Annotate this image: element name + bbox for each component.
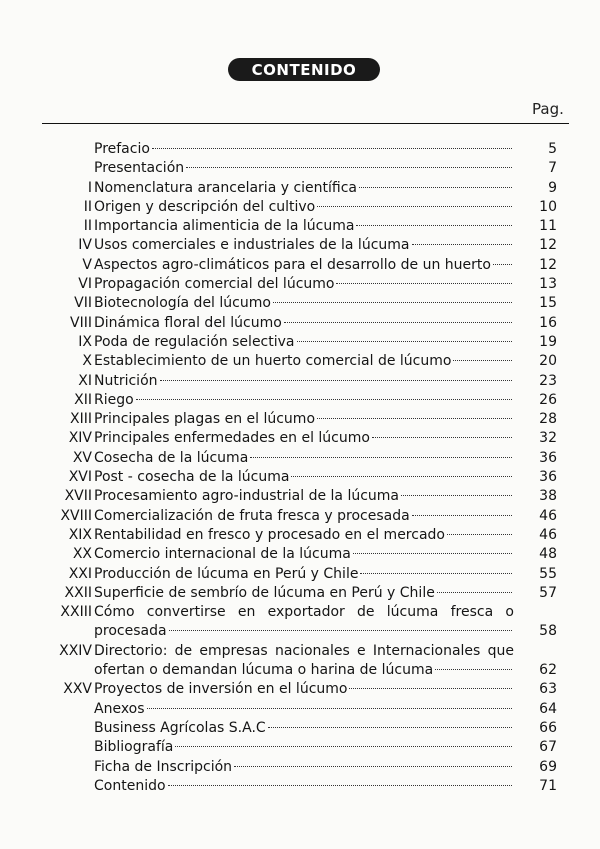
toc-entry bbox=[0, 410, 600, 429]
chapter-number: XIV bbox=[68, 430, 92, 447]
entry-title: Biotecnología del lúcumo bbox=[94, 295, 271, 312]
entry-title-word: de bbox=[357, 604, 375, 621]
entry-title: Cosecha de la lúcuma bbox=[94, 449, 249, 466]
dot-leader bbox=[372, 437, 512, 438]
dot-leader bbox=[353, 553, 512, 554]
toc-entry bbox=[0, 391, 600, 410]
chapter-number: XVI bbox=[68, 469, 92, 486]
toc-entry bbox=[0, 584, 600, 603]
toc-entry bbox=[0, 565, 600, 584]
chapter-number: I bbox=[87, 179, 92, 196]
toc-entry bbox=[0, 372, 600, 391]
chapter-number: XXI bbox=[68, 565, 92, 582]
entry-title: Contenido bbox=[94, 777, 166, 794]
dot-leader bbox=[175, 746, 512, 747]
page-number: 28 bbox=[539, 411, 557, 428]
chapter-number: II bbox=[83, 198, 92, 215]
entry-title-word: que bbox=[487, 642, 514, 659]
dot-leader bbox=[250, 457, 512, 458]
toc-entry bbox=[0, 256, 600, 275]
header-rule bbox=[42, 123, 569, 124]
entry-title: Post - cosecha de la lúcuma bbox=[94, 469, 290, 486]
page-number: 38 bbox=[539, 488, 557, 505]
entry-title-line1 bbox=[94, 603, 514, 622]
page-number: 58 bbox=[539, 623, 557, 640]
page-number: 64 bbox=[539, 700, 557, 717]
entry-title-continued: ofertan o demandan lúcuma o harina de lúcuma bbox=[94, 662, 434, 679]
entry-title: Anexos bbox=[94, 700, 145, 717]
entry-title: Business Agrícolas S.A.C bbox=[94, 719, 266, 736]
toc-entry bbox=[0, 526, 600, 545]
toc-entry bbox=[0, 719, 600, 738]
entry-title: Riego bbox=[94, 391, 134, 408]
page-number: 5 bbox=[548, 141, 557, 157]
entry-title: Establecimiento de un huerto comercial de lúcumo bbox=[94, 353, 452, 370]
entry-title: Poda de regulación selectiva bbox=[94, 333, 295, 350]
page-number: 32 bbox=[539, 430, 557, 447]
toc-entry bbox=[0, 642, 600, 681]
page-number: 10 bbox=[539, 198, 557, 215]
chapter-number: VI bbox=[78, 276, 92, 293]
entry-title-word: Directorio: bbox=[94, 642, 168, 659]
page-number: 12 bbox=[539, 256, 557, 273]
page-number: 62 bbox=[539, 662, 557, 679]
page-number: 66 bbox=[539, 719, 557, 736]
dot-leader bbox=[168, 785, 512, 786]
toc-entry bbox=[0, 294, 600, 313]
dot-leader bbox=[356, 225, 512, 226]
page-number: 57 bbox=[539, 584, 557, 601]
toc-entry bbox=[0, 603, 600, 642]
page-number: 69 bbox=[539, 758, 557, 775]
page-number: 15 bbox=[539, 295, 557, 312]
chapter-number: V bbox=[82, 256, 92, 273]
contents-title: CONTENIDO bbox=[228, 58, 380, 81]
chapter-number: XVIII bbox=[60, 507, 92, 524]
page-number: 7 bbox=[548, 160, 557, 177]
dot-leader bbox=[493, 264, 512, 265]
dot-leader bbox=[169, 630, 512, 631]
dot-leader bbox=[317, 418, 512, 419]
dot-leader bbox=[273, 302, 512, 303]
toc-entry bbox=[0, 738, 600, 757]
entry-title-word: nacionales bbox=[274, 642, 350, 659]
chapter-number: XXIV bbox=[59, 642, 92, 659]
dot-leader bbox=[284, 322, 512, 323]
entry-title: Prefacio bbox=[94, 141, 150, 157]
dot-leader bbox=[136, 399, 512, 400]
chapter-number: XVII bbox=[64, 488, 92, 505]
page-column-label: Pag. bbox=[532, 100, 564, 118]
toc-entry bbox=[0, 236, 600, 255]
toc-entry bbox=[0, 680, 600, 699]
entry-title-word: Cómo bbox=[94, 604, 135, 621]
entry-title: Proyectos de inversión en el lúcumo bbox=[94, 681, 348, 698]
chapter-number: XIX bbox=[68, 526, 92, 543]
dot-leader bbox=[437, 592, 512, 593]
entry-title-line1 bbox=[94, 642, 514, 661]
toc-entry bbox=[0, 507, 600, 526]
dot-leader bbox=[349, 688, 512, 689]
chapter-number: XX bbox=[72, 546, 92, 563]
toc-entry bbox=[0, 275, 600, 294]
chapter-number: XXII bbox=[64, 584, 92, 601]
dot-leader bbox=[160, 380, 512, 381]
page-number: 55 bbox=[539, 565, 557, 582]
entry-title: Ficha de Inscripción bbox=[94, 758, 233, 775]
chapter-number: XXV bbox=[63, 681, 92, 698]
page-number: 46 bbox=[539, 526, 557, 543]
chapter-number: X bbox=[82, 353, 92, 370]
entry-title: Nomenclatura arancelaria y científica bbox=[94, 179, 357, 196]
entry-title-word: exportador bbox=[267, 604, 345, 621]
dot-leader bbox=[268, 727, 512, 728]
entry-title: Superficie de sembrío de lúcuma en Perú y Chile bbox=[94, 584, 435, 601]
entry-title-continued: procesada bbox=[94, 623, 167, 640]
entry-title: Dinámica floral del lúcumo bbox=[94, 314, 282, 331]
dot-leader bbox=[291, 476, 512, 477]
toc-entry bbox=[0, 487, 600, 506]
entry-title: Comercio internacional de la lúcuma bbox=[94, 546, 351, 563]
toc-entry bbox=[0, 449, 600, 468]
toc-entry bbox=[0, 217, 600, 236]
page-number: 67 bbox=[539, 739, 557, 756]
entry-title: Aspectos agro-climáticos para el desarrollo de un huerto bbox=[94, 256, 491, 273]
dot-leader bbox=[152, 148, 512, 149]
entry-title-word: fresca bbox=[450, 604, 494, 621]
page-number: 20 bbox=[539, 353, 557, 370]
entry-title: Nutrición bbox=[94, 372, 158, 389]
dot-leader bbox=[147, 708, 512, 709]
entry-title: Bibliografía bbox=[94, 739, 174, 756]
entry-title: Comercialización de fruta fresca y procesada bbox=[94, 507, 410, 524]
page-number: 11 bbox=[539, 218, 557, 235]
toc-entry bbox=[0, 700, 600, 719]
entry-title-word: empresas bbox=[199, 642, 268, 659]
chapter-number: XXIII bbox=[60, 604, 92, 621]
entry-title: Rentabilidad en fresco y procesado en el mercado bbox=[94, 526, 445, 543]
dot-leader bbox=[234, 766, 512, 767]
entry-title: Procesamiento agro-industrial de la lúcuma bbox=[94, 488, 399, 505]
dot-leader bbox=[297, 341, 513, 342]
chapter-number: II bbox=[83, 218, 92, 235]
chapter-number: IX bbox=[78, 333, 92, 350]
toc-entry bbox=[0, 777, 600, 796]
chapter-number: IV bbox=[78, 237, 92, 254]
dot-leader bbox=[412, 244, 513, 245]
chapter-number: XV bbox=[72, 449, 92, 466]
dot-leader bbox=[317, 206, 512, 207]
dot-leader bbox=[447, 534, 512, 535]
dot-leader bbox=[435, 669, 512, 670]
page-number: 13 bbox=[539, 276, 557, 293]
toc-entry bbox=[0, 314, 600, 333]
chapter-number: VII bbox=[74, 295, 92, 312]
chapter-number: XIII bbox=[70, 411, 92, 428]
chapter-number: XII bbox=[74, 391, 92, 408]
entry-title-word: e bbox=[357, 642, 366, 659]
toc-entry bbox=[0, 198, 600, 217]
entry-title-word: o bbox=[505, 604, 514, 621]
toc-entry bbox=[0, 159, 600, 178]
page-number: 9 bbox=[548, 179, 557, 196]
page-number: 36 bbox=[539, 469, 557, 486]
entry-title-word: de bbox=[174, 642, 193, 659]
page-number: 26 bbox=[539, 391, 557, 408]
chapter-number: VIII bbox=[70, 314, 92, 331]
page-number: 16 bbox=[539, 314, 557, 331]
entry-title: Principales plagas en el lúcumo bbox=[94, 411, 316, 428]
page-number: 36 bbox=[539, 449, 557, 466]
entry-title-word: Internacionales bbox=[372, 642, 481, 659]
entry-title: Presentación bbox=[94, 160, 185, 177]
page-number: 46 bbox=[539, 507, 557, 524]
entry-title: Producción de lúcuma en Perú y Chile bbox=[94, 565, 359, 582]
toc-entry bbox=[0, 140, 600, 159]
dot-leader bbox=[336, 283, 512, 284]
entry-title: Origen y descripción del cultivo bbox=[94, 198, 316, 215]
entry-title-word: lúcuma bbox=[386, 604, 439, 621]
entry-title: Propagación comercial del lúcumo bbox=[94, 276, 335, 293]
page-number: 63 bbox=[539, 681, 557, 698]
toc-entry bbox=[0, 758, 600, 777]
entry-title: Principales enfermedades en el lúcumo bbox=[94, 430, 370, 447]
toc-entry bbox=[0, 333, 600, 352]
page-number: 71 bbox=[539, 777, 557, 794]
entry-title: Importancia alimenticia de la lúcuma bbox=[94, 218, 355, 235]
toc-entry bbox=[0, 179, 600, 198]
entry-title-word: convertirse bbox=[146, 604, 226, 621]
entry-title: Usos comerciales e industriales de la lúcuma bbox=[94, 237, 410, 254]
dot-leader bbox=[401, 495, 512, 496]
toc-entry bbox=[0, 545, 600, 564]
chapter-number: XI bbox=[78, 372, 92, 389]
dot-leader bbox=[186, 167, 512, 168]
dot-leader bbox=[359, 187, 512, 188]
dot-leader bbox=[453, 360, 512, 361]
entry-title-word: en bbox=[237, 604, 256, 621]
dot-leader bbox=[412, 515, 512, 516]
toc-entry bbox=[0, 468, 600, 487]
table-of-contents bbox=[0, 140, 600, 796]
page-number: 19 bbox=[539, 333, 557, 350]
page-number: 23 bbox=[539, 372, 557, 389]
dot-leader bbox=[360, 573, 512, 574]
page-number: 48 bbox=[539, 546, 557, 563]
page-number: 12 bbox=[539, 237, 557, 254]
toc-entry bbox=[0, 352, 600, 371]
toc-entry bbox=[0, 429, 600, 448]
